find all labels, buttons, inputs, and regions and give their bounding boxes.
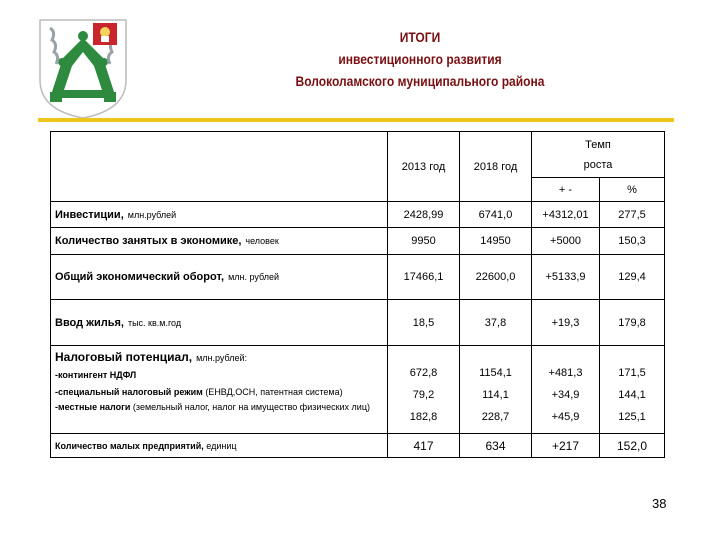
tax-values-2018 [460,346,532,434]
value-diff: +19,3 [532,300,600,346]
value-2013: 2428,99 [388,202,460,228]
row-label: Количество занятых в экономике, [55,235,242,247]
coat-of-arms-icon [38,18,128,120]
tax-values-diff [532,346,600,434]
value-diff: +217 [532,434,600,458]
value-diff: +4312,01 [532,202,600,228]
tax-values-pct [600,346,665,434]
tax-value: 79,2 [412,388,435,401]
title-line-1: ИТОГИ [399,29,441,45]
row-label: Общий экономический оборот, [55,271,225,283]
table-row-investments [51,202,665,228]
row-unit: млн.рублей [127,209,177,220]
row-label: Инвестиции, [55,208,124,221]
tax-sub-special-desc: (ЕНВД,ОСН, патентная система) [205,387,343,397]
value-pct: 152,0 [600,434,665,458]
tax-value: 144,1 [618,388,646,401]
row-unit: млн. рублей [228,272,280,282]
tax-value: 125,1 [618,410,646,423]
value-2013: 17466,1 [388,255,460,300]
tax-sub-local: -местные налоги [55,402,131,412]
tax-value: 228,7 [481,410,510,423]
row-label: Ввод жилья, [55,316,124,329]
investment-results-table [50,131,665,458]
row-unit: млн.рублей: [196,353,248,363]
title-line-2: инвестиционного развития [338,51,502,67]
tax-value: 114,1 [482,388,509,401]
value-pct: 150,3 [600,228,665,255]
tax-value: +45,9 [551,410,580,423]
col-header-2013: 2013 год [388,132,460,202]
col-header-growth-rate [532,132,665,178]
value-2013: 417 [388,434,460,458]
tax-sub-local-desc: (земельный налог, налог на имущество физических лиц) [132,402,370,412]
value-diff: +5000 [532,228,600,255]
col-header-diff: + - [532,178,600,202]
table-row-tax-potential [51,346,665,434]
value-pct: 179,8 [600,300,665,346]
row-label: Количество малых предприятий, [55,440,204,451]
value-2018: 634 [460,434,532,458]
growth-rate-label-2: роста [583,158,613,171]
col-header-pct: % [600,178,665,202]
value-2018: 14950 [460,228,532,255]
table-row-small-business [51,434,665,458]
tax-value: +34,9 [551,388,580,401]
growth-rate-label-1: Темп [585,138,611,151]
table-row-employment [51,228,665,255]
tax-value: 1154,1 [479,366,512,379]
value-pct: 129,4 [600,255,665,300]
tax-value: 182,8 [409,410,438,423]
value-diff: +5133,9 [532,255,600,300]
row-unit: тыс. кв.м.год [127,317,182,328]
tax-sub-special: -специальный налоговый режим [55,387,203,397]
table-row-housing [51,300,665,346]
yellow-divider [38,118,674,122]
row-unit: единиц [206,440,237,451]
col-header-2018: 2018 год [460,132,532,202]
tax-value: 672,8 [409,366,438,379]
table-row-turnover [51,255,665,300]
tax-values-2013 [388,346,460,434]
value-2018: 37,8 [460,300,532,346]
row-label: Налоговый потенциал, [55,350,193,364]
value-2013: 9950 [388,228,460,255]
row-unit: человек [245,236,279,246]
value-2013: 18,5 [388,300,460,346]
value-2018: 22600,0 [460,255,532,300]
empty-header-cell [51,132,388,202]
tax-value: +481,3 [548,366,583,379]
tax-value: 171,5 [618,366,646,379]
value-2018: 6741,0 [460,202,532,228]
title-line-3: Волоколамского муниципального района [295,73,545,89]
tax-sub-ndfl: -контингент НДФЛ [55,370,137,380]
value-pct: 277,5 [600,202,665,228]
page-title [231,26,609,92]
page-number: 38 [652,496,667,511]
